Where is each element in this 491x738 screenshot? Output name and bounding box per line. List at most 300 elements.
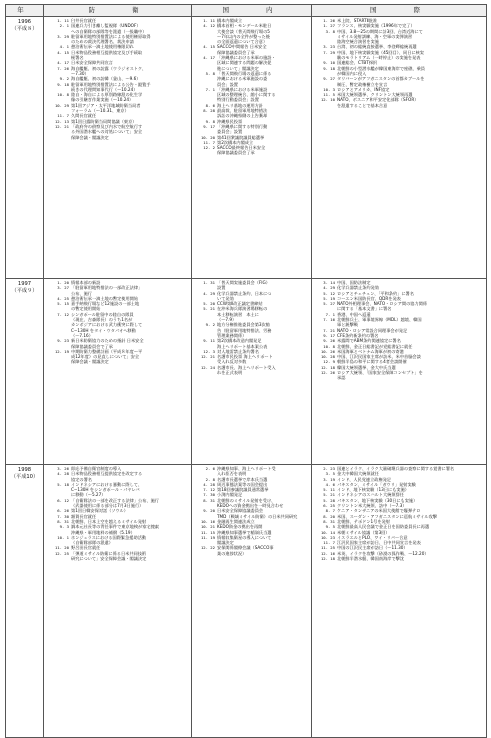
- year-label: 1998: [17, 467, 32, 473]
- event-text: C−130H をシンガポール・パヤレバ: [71, 487, 140, 493]
- event-text: 沖縄県知事選挙で稲嶺氏当選: [217, 529, 272, 535]
- event-text: 保障協議委員会了承: [217, 150, 255, 156]
- event-date: [45, 556, 71, 561]
- event-text: の全面返還について合意）: [217, 39, 268, 45]
- domestic-event: [193, 551, 310, 556]
- event-text: ～7年以内の全件が整った後: [217, 33, 270, 39]
- event-text: 米英、イラクを攻撃（砂漠の狐作戦、～12.20）: [337, 550, 429, 556]
- event-date: 10. 26: [320, 348, 335, 354]
- event-text: 海自艦艇、初の訪韓（釜山、～9.6）: [71, 76, 141, 82]
- event-text: C−130H をタイ・ウタパオへ移動: [71, 327, 136, 333]
- event-text: 名護市長、海上ヘリポート受入: [217, 364, 276, 370]
- event-date: 8. 20: [323, 513, 335, 519]
- event-text: インド、人民党連立政権発足: [337, 476, 392, 482]
- event-date: 9. 26: [323, 338, 335, 344]
- event-date: 1. 27: [323, 23, 335, 29]
- event-date: 5. 12: [323, 290, 335, 296]
- event-text: 第2次橋本内閣成立: [217, 139, 254, 145]
- event-text: のための裁決代理署名、裁決申請: [71, 39, 134, 45]
- event-text: 北朝鮮兵士、軍事境界線（MDL）越境、韓国: [337, 317, 422, 323]
- event-text: 特別行動委員会」設置: [217, 97, 259, 103]
- event-text: 設置: [217, 285, 226, 291]
- event-text: 協定の署名: [71, 476, 92, 482]
- event-date: 9. 8: [205, 118, 215, 124]
- event-date: 4. 17: [57, 60, 69, 66]
- event-date: 9. 11: [203, 338, 215, 344]
- event-text: NATO・ロシア常設合同理事会が発足: [337, 327, 408, 333]
- event-text: 制圧、暫定政権樹立を宣言: [337, 81, 388, 87]
- year-label: 1997: [17, 281, 32, 287]
- event-text: が韓国内に侵入: [337, 70, 367, 76]
- event-date: 9. 18: [57, 81, 69, 87]
- event-text: SACCO中間報告 日米安全: [217, 44, 267, 50]
- event-text: 名護市民投票 海上ヘリポート: [217, 354, 273, 360]
- event-date: 9. 3: [59, 524, 69, 530]
- event-date: 12. 19: [54, 348, 69, 354]
- event-date: 6. 25: [323, 503, 335, 509]
- header-domestic: 国 内: [192, 5, 312, 17]
- event-text: 第1回アジア・太平洋地域防衛当局者: [71, 102, 141, 108]
- event-text: 陸自・海自による厚別路線派の化生学: [71, 92, 143, 98]
- event-text: KEDOへの資金拠出を一時見合わせ: [217, 503, 284, 509]
- event-text: 国連とイラク、イラク大量破壊兵器の査察に関する覚書に署名: [337, 466, 455, 471]
- event-text: 周辺事態法案等の国会提出: [217, 481, 268, 487]
- event-text: ミサイル発射訓練、海・空軍の実弾演習: [337, 33, 413, 39]
- event-text: 「駐留軍用地特措法の一部改正法律」: [71, 285, 143, 291]
- defense-event: [45, 556, 190, 561]
- event-text: 小渕内閣発足: [217, 492, 243, 498]
- event-date: 7. 30: [57, 513, 69, 519]
- event-date: 9. 20: [203, 508, 215, 514]
- year-cell: [6, 17, 44, 279]
- event-text: 沖縄における米軍施設の委: [217, 76, 268, 82]
- header-international: 国 際: [312, 5, 487, 17]
- event-text: 保障会議・閣議決定: [71, 134, 109, 140]
- event-date: 12. 3: [203, 348, 215, 354]
- header-row: [6, 5, 487, 17]
- event-text: 金大中韓国大統領就任: [337, 471, 379, 477]
- event-date: 1. 20: [57, 280, 69, 285]
- event-text: 米国、スーダン・アフガニスタンに巡航ミサイル攻撃: [337, 513, 437, 519]
- event-text: 研究について」安全保障会議・閣議決定: [71, 556, 147, 562]
- event-date: 11. 5: [323, 92, 335, 98]
- event-text: 第41回衆議院議員総選挙: [217, 134, 265, 140]
- era-label: （平成９）: [11, 288, 38, 294]
- event-date: 12. 18: [320, 364, 335, 370]
- event-date: 7. 12: [57, 311, 69, 317]
- event-date: 6. 26: [57, 508, 69, 514]
- event-text: コーエン米国防長官、QDRを発表: [337, 295, 401, 301]
- event-date: 5. 20: [203, 301, 215, 307]
- event-text: シンガポール駐留中の陸自の隊員: [71, 311, 134, 317]
- event-date: 9. 17: [323, 332, 335, 338]
- event-text: 北朝鮮、日本上空を越えるミサイル発射: [71, 518, 147, 524]
- event-date: 10. 29: [54, 102, 69, 108]
- event-text: 憩泊術伝承一滴土地使用権限切れ: [71, 44, 134, 50]
- event-text: 中国の江沢民主席が訪日（～11.30）: [337, 545, 408, 551]
- event-date: 4. 15: [57, 49, 69, 55]
- event-text: 第18回参議院議員通常選挙: [217, 487, 269, 493]
- event-text: 海上ヘリ基地の運用方針: [217, 102, 264, 108]
- event-date: 1. 26: [323, 18, 335, 23]
- event-date: [45, 135, 71, 140]
- event-date: 12. 22: [200, 545, 215, 551]
- event-text: 員会」設置: [217, 81, 238, 87]
- event-date: 4. 28: [203, 481, 215, 487]
- event-text: 最高裁、駐留軍用地特措法: [217, 108, 268, 114]
- event-text: ロシアとアメリカ、INF協定: [337, 86, 390, 92]
- event-date: 9. 27: [323, 76, 335, 82]
- international-cell: [312, 279, 487, 465]
- event-date: 7. 21: [323, 327, 335, 333]
- event-date: 3. 27: [57, 285, 69, 291]
- event-text: 米上院、STARTⅡ批准: [337, 18, 378, 23]
- event-text: 情報本部の新設: [71, 280, 101, 285]
- event-text: 「沖縄県における米軍施設: [217, 86, 268, 92]
- event-text: 台湾、初の総統直接選挙、李登輝総統再選: [337, 44, 417, 50]
- event-date: 5. 8: [205, 70, 215, 76]
- event-text: 海上ヘリポート基本案公表: [217, 343, 268, 349]
- event-date: 1. 11: [57, 18, 69, 23]
- event-date: [313, 375, 337, 380]
- event-text: 韓国大統領選挙、金大中氏当選: [337, 364, 396, 370]
- event-text: ロシアとチェチェン、「平和条約」に署名: [337, 290, 414, 296]
- event-text: 「沖縄県に関する特別行動: [217, 123, 268, 129]
- event-date: 5. 27: [323, 301, 335, 307]
- event-date: 8. 31: [57, 518, 69, 524]
- event-text: 承認: [337, 375, 346, 381]
- event-text: 日米安全保障協議委員会: [217, 508, 264, 514]
- year-cell: [6, 279, 44, 465]
- event-text: 北朝鮮のミサイル発射を受け、: [217, 497, 276, 503]
- event-date: [45, 359, 71, 364]
- event-text: 区域に関連する問題の解決促: [217, 60, 272, 66]
- event-date: 1. 31: [203, 280, 215, 285]
- event-text: 化学兵器禁止条約発効: [337, 285, 379, 291]
- event-date: 7. 30: [203, 492, 215, 498]
- defense-cell: [44, 17, 192, 279]
- event-text: 第2次橋本改造内閣発足: [217, 338, 262, 344]
- event-text: 沖縄県・軍用地料の補償（5.19）: [71, 529, 135, 535]
- event-date: 12. 25: [54, 550, 69, 556]
- event-date: 6. 12: [57, 497, 69, 503]
- event-text: 香港、中国へ返還: [337, 311, 371, 317]
- event-text: 「普天間飛行場の返還に係る: [217, 70, 272, 76]
- defense-event: [45, 135, 190, 140]
- event-text: 保障協議委員会で了承: [71, 343, 113, 349]
- event-date: 4. 12: [203, 23, 215, 29]
- defense-event: [45, 359, 190, 364]
- event-text: 憩泊術伝承一滴土地の暫定使用開始: [71, 295, 139, 301]
- event-date: 7. 16: [323, 317, 335, 323]
- domestic-cell: [192, 17, 312, 279]
- event-text: 「沖縄県における米軍の施設・: [217, 55, 276, 61]
- year-label: 1996: [17, 19, 32, 25]
- event-date: 10. 16: [200, 518, 215, 524]
- event-date: 7. 26: [57, 65, 69, 71]
- event-date: 4. 28: [57, 471, 69, 477]
- event-date: [193, 551, 217, 556]
- event-date: 5. 11: [323, 487, 335, 493]
- event-date: 4. 17: [203, 55, 215, 61]
- domestic-cell: [192, 279, 312, 465]
- event-text: 受入れ反対多数: [217, 359, 247, 365]
- event-text: 告（駐留軍用地特措法、労務: [217, 327, 272, 333]
- event-date: 2. 1: [59, 23, 69, 29]
- event-date: 12. 21: [200, 354, 215, 360]
- event-date: 5. 18: [57, 481, 69, 487]
- year-cell: [6, 465, 44, 738]
- event-text: 閣議決定: [217, 540, 234, 546]
- event-text: 江沢民国家主席が訪日、日中共同宣言を発表: [337, 540, 421, 546]
- event-text: イスラエルとPLO、ワイ・リバー合意: [337, 534, 408, 540]
- event-date: 5. 15: [57, 301, 69, 307]
- event-text: SACCO最終報告日米安全: [217, 145, 266, 151]
- event-text: 安保関係閣僚会議（SACCO事: [217, 545, 274, 551]
- event-text: CCW第Ⅱ改正議定書締結: [217, 301, 263, 307]
- event-text: フォーラム（～10.31、東京）: [71, 108, 129, 114]
- event-text: 北朝鮮、テポドン1号を発射: [337, 518, 390, 524]
- event-text: 中国、国防法制定: [337, 280, 371, 285]
- event-date: [313, 103, 337, 108]
- international-cell: [312, 17, 487, 279]
- event-date: 4. 29: [323, 285, 335, 291]
- event-date: 10. 28: [320, 354, 335, 360]
- event-text: 国連総会、CTBT採択: [337, 60, 378, 66]
- event-text: 日米物品役務相互提供協定及び手続取: [71, 49, 143, 55]
- event-date: 9. 2: [205, 322, 215, 328]
- event-text: （～7.16）: [71, 332, 93, 338]
- domestic-event: [193, 150, 310, 155]
- event-date: 10. 21: [200, 524, 215, 530]
- event-text: パキスタン、ミサイル「ガウリ」発射実験: [337, 481, 416, 487]
- event-date: 12. 10: [320, 97, 335, 103]
- event-date: 11. 20: [54, 545, 69, 551]
- international-event: [313, 375, 485, 380]
- event-text: ～7.30）: [71, 70, 89, 76]
- event-text: 進について」閣議決定: [217, 65, 259, 71]
- event-text: 即応予備自衛官制度の導入: [71, 466, 122, 471]
- event-text: 新日米防衛協力のための指針 日米安全: [71, 338, 144, 344]
- event-date: 7. 1: [325, 311, 335, 317]
- event-text: 管理業務関係）: [217, 332, 247, 338]
- era-label: （平成８）: [11, 26, 38, 32]
- event-text: 保障会議・閣議決定: [71, 359, 109, 365]
- event-date: 7. 12: [203, 487, 215, 493]
- event-text: れを正式表明: [217, 370, 243, 376]
- event-date: 9. 2: [59, 76, 69, 82]
- event-text: 区域の整理統合、縮小に関する: [217, 92, 276, 98]
- event-text: TMD（戦域ミサイル防衛）の日米共同研究: [217, 513, 298, 519]
- chronology-body: [6, 17, 487, 738]
- event-text: に関する「基本文書」に署名: [337, 306, 392, 312]
- event-date: 3. 14: [323, 280, 335, 285]
- event-date: 9. 18: [323, 65, 335, 71]
- event-date: 11. 19: [200, 534, 215, 540]
- event-date: 8. 31: [323, 518, 335, 524]
- event-text: 国連兵力引き離し監視隊（UNDOF）: [71, 23, 141, 29]
- event-text: 日米安全保障共同宣言: [71, 60, 113, 66]
- event-text: の暫定使用開始: [71, 306, 101, 312]
- event-date: 8. 6: [205, 102, 215, 108]
- event-date: 10. 8: [323, 343, 335, 349]
- event-text: 委員会」設置: [217, 129, 243, 135]
- event-text: 在沖米海兵隊演習場移転の: [217, 306, 268, 312]
- event-date: 3. 29: [57, 33, 69, 39]
- event-date: 12. 26: [320, 370, 335, 376]
- event-date: 12. 24: [200, 364, 215, 370]
- event-text: 「自衛隊法の一部を改正する法律」公布、施行: [71, 497, 159, 503]
- event-text: 第1回日露防衛当局間協議（東京）: [71, 118, 137, 124]
- event-text: 米露間でABM条約関連協定に署名: [337, 338, 401, 344]
- event-text: を派遣することで基本合意: [337, 102, 388, 108]
- event-date: 10. 3: [323, 86, 335, 92]
- event-date: [193, 150, 217, 155]
- event-date: 7. 29: [323, 49, 335, 55]
- event-text: 米国大統領選挙、クリントン大統領再選: [337, 92, 413, 98]
- event-date: 4. 25: [57, 295, 69, 301]
- event-date: 12. 21: [54, 123, 69, 129]
- event-text: 情報収集衛星の導入について: [217, 534, 272, 540]
- event-text: 験のモラトリアム（一時停止）の実施を発表: [337, 55, 421, 61]
- event-text: への自衛隊の部隊等を派遣（一級職中）: [71, 28, 147, 34]
- event-text: いて発効: [217, 295, 234, 301]
- event-text: 保障協議委員会了承: [217, 49, 255, 55]
- event-date: 2. 6: [205, 466, 215, 471]
- event-text: ロシア大統領、「国家安全保障コンセプト」を: [337, 370, 423, 376]
- header-year: 年: [6, 5, 44, 17]
- event-text: 朝鮮半島の和平に関する4者会談開催: [337, 359, 407, 365]
- event-text: 第1回日韓安保対話（ソウル）: [71, 508, 128, 514]
- event-text: 中国、3.8～25の期間に計3回、台湾近海にて: [337, 28, 423, 34]
- event-date: 2. 8: [205, 476, 215, 482]
- year-row: [6, 17, 487, 279]
- event-text: 「政府弁の偵察及び内水で航空航行す: [71, 123, 143, 129]
- event-text: 米朝ミサイル協議（第3回）: [337, 529, 390, 535]
- domestic-cell: [192, 465, 312, 738]
- event-text: 額賀長官就任: [71, 513, 97, 519]
- event-text: 駐留軍用地特別措置法による使用権原取得: [71, 33, 151, 39]
- event-date: 12. 2: [203, 145, 215, 151]
- event-date: 11. 7: [203, 139, 215, 145]
- event-date: 3. 5: [325, 471, 335, 477]
- event-text: 本土移転演習 本土に: [217, 311, 259, 317]
- event-text: 極署名: [71, 55, 84, 61]
- event-date: 11. 7: [57, 113, 69, 119]
- event-text: 「弾道ミサイル防衛に係る日米共同技術: [71, 550, 147, 556]
- event-date: 10. 23: [320, 534, 335, 540]
- year-row: [6, 279, 487, 465]
- event-date: 10. 1: [57, 534, 69, 540]
- event-date: 12. 13: [54, 118, 69, 124]
- event-date: 10. 20: [200, 134, 215, 140]
- event-date: 3. 23: [323, 44, 335, 50]
- international-cell: [312, 465, 487, 738]
- event-text: （武器使用に係る部分は7月3日施行）: [71, 503, 144, 509]
- event-date: 7. 1: [205, 86, 215, 92]
- event-text: インドネシアのスハルト大統領辞任: [337, 492, 404, 498]
- event-text: クリントン米大統領、訪中（～7.3）: [337, 503, 407, 509]
- event-text: （現在、吉森隊長）のうち1名が: [71, 317, 133, 323]
- event-date: 9. 23: [57, 338, 69, 344]
- event-date: 4. 15: [203, 44, 215, 50]
- event-text: KEDO資金の拠出を再開: [217, 524, 263, 530]
- international-event: [313, 103, 485, 108]
- event-text: 海自艦艇、初の訪露（ウラジオストク、: [71, 65, 147, 71]
- event-text: 像の引継ぎ作業実施（～10.24）: [71, 97, 134, 103]
- event-text: フランス、核実験実施（1996年で完了）: [337, 23, 415, 29]
- event-text: 金融再生関連法成立: [217, 518, 255, 524]
- event-date: 3. 19: [323, 476, 335, 482]
- event-text: 陸海空統合演習を実施: [337, 39, 379, 45]
- defense-cell: [44, 465, 192, 738]
- event-date: 2. 23: [323, 466, 335, 471]
- year-row: [6, 465, 487, 738]
- event-text: インド、地下核実験（13日にも実施）: [337, 487, 409, 493]
- era-label: （平成10）: [10, 474, 39, 480]
- event-text: 臼井長官就任: [71, 18, 97, 23]
- event-text: 日米物品役務相互提供協定を改定する: [71, 471, 143, 477]
- event-date: 12. 16: [320, 550, 335, 556]
- event-text: 化学兵器禁止条約、日本につ: [217, 290, 272, 296]
- event-text: 野呂田長官就任: [71, 545, 101, 551]
- event-text: 大使会談（普天間飛行場の5: [217, 28, 270, 34]
- event-text: 訴訟の沖縄県側の上告棄却: [217, 113, 268, 119]
- event-date: 5. 19: [323, 295, 335, 301]
- event-text: NATO外相理事会、NATO・ロシア間の協力関係: [337, 301, 428, 307]
- event-text: 久間長官就任: [71, 113, 97, 119]
- event-text: 橋本首相・モンデール米駐日: [217, 23, 272, 29]
- event-text: に移動（～5.27）: [71, 492, 106, 498]
- event-text: 入れ拒否を表明: [217, 471, 247, 477]
- event-date: 4. 29: [203, 290, 215, 296]
- event-text: 北朝鮮、金正日総書記が党総書記に就任: [337, 343, 413, 349]
- event-text: インドネシアにおける暴動に際して、: [71, 481, 143, 487]
- event-text: 対人地雷禁止条約署名: [217, 348, 259, 354]
- event-text: る外国潜水艦への対処について」安全: [71, 129, 143, 135]
- event-text: 公布、施行: [71, 290, 92, 296]
- event-date: 12. 18: [320, 556, 335, 562]
- event-date: 10. 14: [320, 529, 335, 535]
- header-defense: 防 衛: [44, 5, 192, 17]
- event-date: 9. 10: [323, 60, 335, 66]
- event-text: 嘉手納飛行場など12施設の一部土地: [71, 301, 140, 307]
- event-text: 北朝鮮最高人民会議で金正日を国防委員長に再選: [337, 524, 430, 530]
- event-date: 4. 6: [325, 481, 335, 487]
- event-text: 軍と銃撃戦: [337, 322, 358, 328]
- domestic-event: [193, 370, 310, 375]
- defense-cell: [44, 279, 192, 465]
- chronology-table: [5, 4, 487, 738]
- event-text: CFE条約新条約の署名: [337, 332, 379, 338]
- event-date: 11. 15: [200, 529, 215, 535]
- event-text: 名護市長選挙で岸本氏当選: [217, 476, 268, 482]
- event-text: 地方分権推進委員会第3次勧: [217, 322, 270, 328]
- event-text: 中国、江沢民国家主席が訪米、米中首脳会談: [337, 354, 421, 360]
- event-date: 11. 7: [323, 540, 335, 546]
- event-text: 「普天間実施委員会（FIG）: [217, 280, 270, 285]
- event-text: 沖縄県民投票: [217, 118, 243, 124]
- event-text: 北朝鮮半潜水艇、韓国南海岸で撃沈: [337, 556, 405, 562]
- event-text: タリバーンがアフガニスタンの首都カブールを: [337, 76, 425, 82]
- event-date: [193, 370, 217, 375]
- international-event: [313, 556, 485, 561]
- event-date: 11. 25: [320, 545, 335, 551]
- event-text: （自衛隊部隊の派遣）: [71, 540, 113, 546]
- event-date: 5. 21: [203, 306, 215, 312]
- event-text: パキスタン、地下核実験（30日にも実施）: [337, 497, 418, 503]
- event-text: 調本元社長等の背任事件で東京地検が家宅捜索: [71, 524, 159, 530]
